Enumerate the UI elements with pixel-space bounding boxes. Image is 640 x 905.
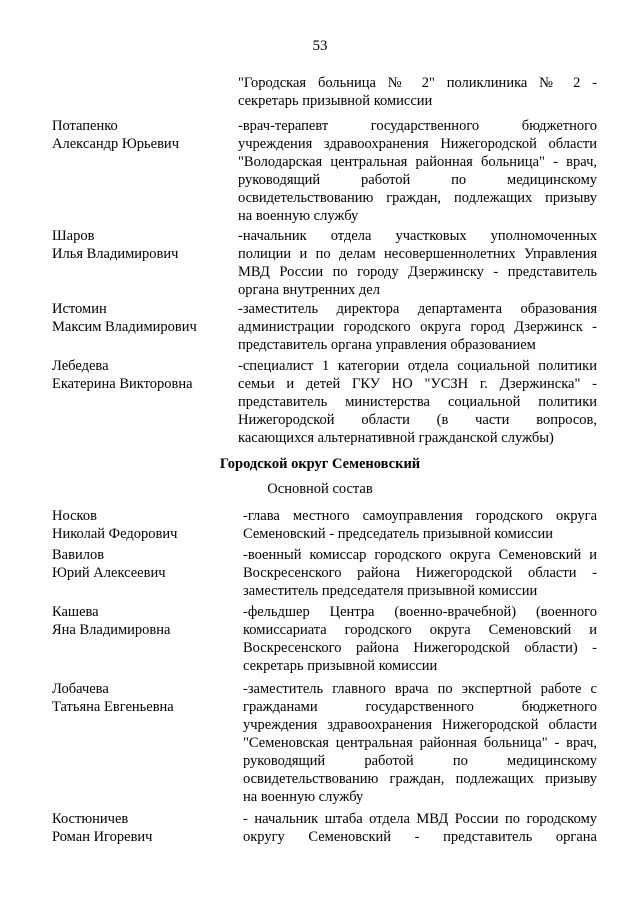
member-name	[52, 680, 237, 716]
description-line: Воскресенского района Нижегородской области) -	[243, 640, 597, 656]
description-line: секретарь призывной комиссии	[238, 93, 433, 109]
given-names: Максим Владимирович	[52, 319, 197, 335]
description-line: -глава местного самоуправления городского округа	[243, 508, 597, 524]
surname: Истомин	[52, 301, 107, 317]
description-line: - начальник штаба отдела МВД России по городскому	[243, 811, 597, 827]
description-line: руководящий работой по медицинскому	[238, 172, 597, 188]
section-heading: Городской округ Семеновский	[219, 456, 421, 472]
description-line: представитель органа управления образованием	[238, 337, 536, 353]
description-line: -фельдшер Центра (военно-врачебной) (военного	[243, 604, 597, 620]
description-line: Воскресенского района Нижегородской области -	[243, 565, 597, 581]
entry-description	[243, 546, 597, 600]
description-line: освидетельствованию граждан, подлежащих призыву	[243, 771, 597, 787]
page-number: 53	[312, 38, 328, 54]
description-line: -специалист 1 категории отдела социальной политики	[238, 358, 597, 374]
section-subheading: Основной состав	[267, 481, 373, 497]
description-line: Нижегородской области (в части вопросов,	[238, 412, 597, 428]
description-line: полиции и по делам несовершеннолетних Управления	[238, 246, 597, 262]
given-names: Юрий Алексеевич	[52, 565, 166, 581]
given-names: Татьяна Евгеньевна	[52, 699, 174, 715]
description-line: "Володарская центральная районная больница" - врач,	[238, 154, 597, 170]
surname: Лобачева	[52, 681, 109, 697]
description-line: -начальник отдела участковых уполномоченных	[238, 228, 597, 244]
description-line: гражданами государственного бюджетного	[243, 699, 597, 715]
member-name	[52, 603, 237, 639]
description-line: округу Семеновский - представитель органа	[243, 829, 597, 845]
description-line: учреждения здравоохранения Нижегородской области	[243, 717, 597, 733]
description-line: на военную службу	[243, 789, 364, 805]
description-line: касающихся альтернативной гражданской службы)	[238, 430, 554, 446]
description-line: представитель министерства социальной политики	[238, 394, 597, 410]
member-name	[52, 227, 237, 263]
member-name	[52, 507, 237, 543]
description-line: администрации городского округа город Дзержинск -	[238, 319, 597, 335]
description-line: Семеновский - председатель призывной комиссии	[243, 526, 554, 542]
member-name	[52, 546, 237, 582]
given-names: Екатерина Викторовна	[52, 376, 193, 392]
description-line: -заместитель главного врача по экспертной работе с	[243, 681, 597, 697]
description-line: "Семеновская центральная районная больница" - врач,	[243, 735, 597, 751]
member-name	[52, 357, 237, 393]
description-line: секретарь призывной комиссии	[243, 658, 438, 674]
description-line: семьи и детей ГКУ НО "УСЗН г. Дзержинска" -	[238, 376, 597, 392]
surname: Лебедева	[52, 358, 109, 374]
entry-description	[238, 357, 597, 447]
given-names: Роман Игоревич	[52, 829, 153, 845]
description-line: освидетельствованию граждан, подлежащих призыву	[238, 190, 597, 206]
given-names: Александр Юрьевич	[52, 136, 179, 152]
description-line: -военный комиссар городского округа Семеновский и	[243, 547, 597, 563]
description-line: руководящий работой по медицинскому	[243, 753, 597, 769]
surname: Костюничев	[52, 811, 129, 827]
description-line: "Городская больница № 2" поликлиника № 2 -	[238, 75, 597, 91]
surname: Кашева	[52, 604, 99, 620]
description-line: органа внутренних дел	[238, 282, 380, 298]
entry-description	[243, 603, 597, 675]
given-names: Николай Федорович	[52, 526, 178, 542]
entry-description	[243, 507, 597, 543]
surname: Носков	[52, 508, 97, 524]
description-line: комиссариата городского округа Семеновский и	[243, 622, 597, 638]
entry-description	[243, 680, 597, 806]
description-line: на военную службу	[238, 208, 359, 224]
given-names: Илья Владимирович	[52, 246, 179, 262]
description-line: учреждения здравоохранения Нижегородской области	[238, 136, 597, 152]
description-line: -врач-терапевт государственного бюджетного	[238, 118, 597, 134]
surname: Вавилов	[52, 547, 105, 563]
surname: Потапенко	[52, 118, 118, 134]
description-line: МВД России по городу Дзержинску - представитель	[238, 264, 597, 280]
description-line: заместитель председателя призывной комиссии	[243, 583, 538, 599]
surname: Шаров	[52, 228, 95, 244]
description-line: -заместитель директора департамента образования	[238, 301, 597, 317]
entry-description	[238, 300, 597, 354]
entry-description	[238, 117, 597, 225]
entry-description	[238, 74, 597, 110]
member-name	[52, 810, 237, 846]
member-name	[52, 117, 237, 153]
member-name	[52, 300, 237, 336]
entry-description	[243, 810, 597, 846]
given-names: Яна Владимировна	[52, 622, 171, 638]
entry-description	[238, 227, 597, 299]
